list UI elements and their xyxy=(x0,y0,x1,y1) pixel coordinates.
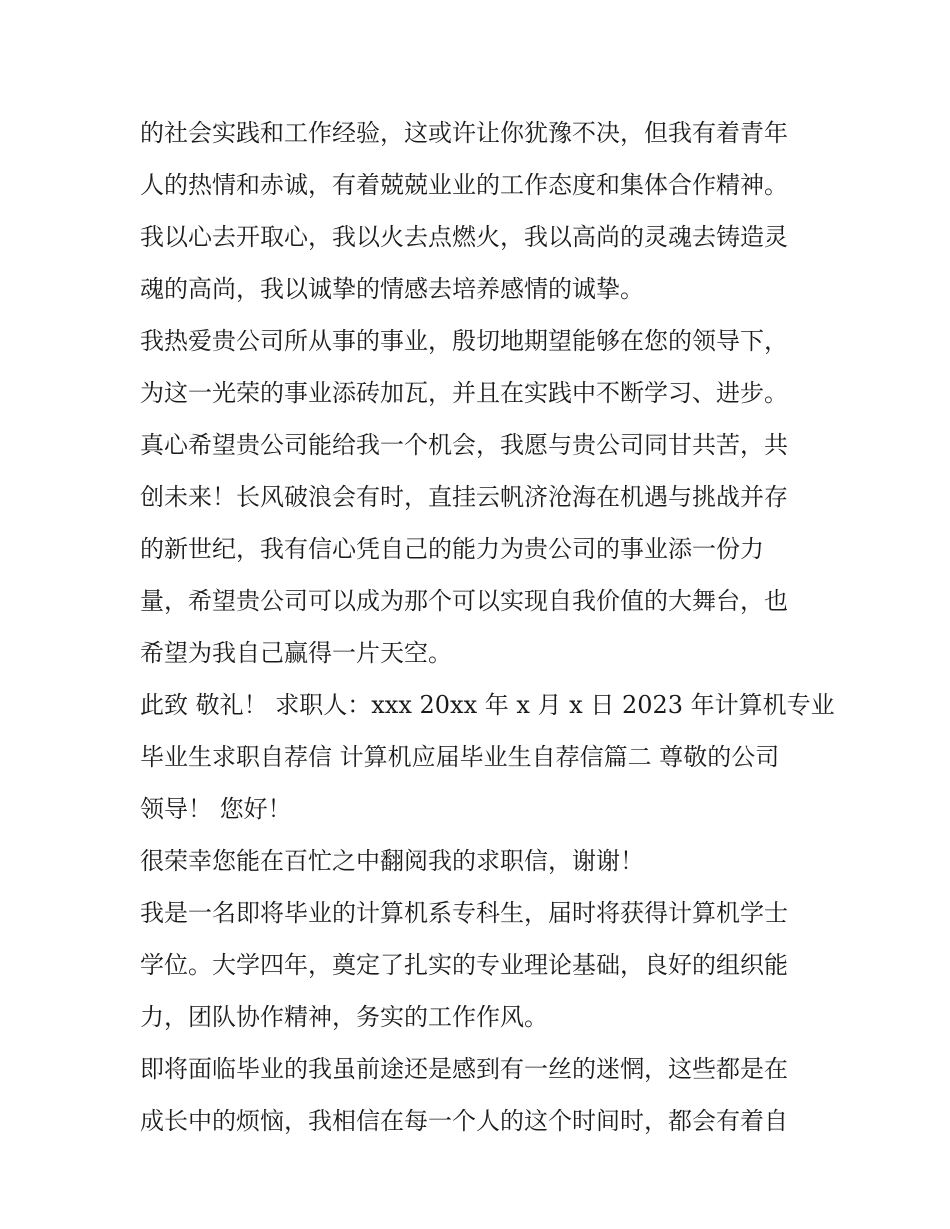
document-body xyxy=(140,107,835,1147)
text-line: 成长中的烦恼，我相信在每一个人的这个时间时，都会有着自 xyxy=(140,1107,788,1135)
text-line: 我是一名即将毕业的计算机系专科生，届时将获得计算机学士 xyxy=(140,899,788,927)
text-line: 很荣幸您能在百忙之中翻阅我的求职信，谢谢！ xyxy=(140,847,644,875)
text-line: 领导！ 您好！ xyxy=(140,795,292,823)
text-line: 的新世纪，我有信心凭自己的能力为贵公司的事业添一份力 xyxy=(140,535,764,563)
text-line: 为这一光荣的事业添砖加瓦，并且在实践中不断学习、进步。 xyxy=(140,379,788,407)
text-line: 我热爱贵公司所从事的事业，殷切地期望能够在您的领导下， xyxy=(140,327,788,355)
text-line: 真心希望贵公司能给我一个机会，我愿与贵公司同甘共苦，共 xyxy=(140,431,788,459)
text-line: 学位。大学四年，奠定了扎实的专业理论基础，良好的组织能 xyxy=(140,951,788,979)
text-line: 人的热情和赤诚，有着兢兢业业的工作态度和集体合作精神。 xyxy=(140,171,788,199)
text-line: 毕业生求职自荐信 计算机应届毕业生自荐信篇二 尊敬的公司 xyxy=(140,743,780,771)
text-line: 魂的高尚，我以诚挚的情感去培养感情的诚挚。 xyxy=(140,275,644,303)
text-line: 此致 敬礼！ 求职人：xxx 20xx 年 x 月 x 日 2023 年计算机专业 xyxy=(140,691,835,719)
text-line: 即将面临毕业的我虽前途还是感到有一丝的迷惘，这些都是在 xyxy=(140,1055,788,1083)
text-line: 的社会实践和工作经验，这或许让你犹豫不决，但我有着青年 xyxy=(140,119,788,147)
text-line: 力，团队协作精神，务实的工作作风。 xyxy=(140,1003,548,1031)
text-line: 希望为我自己赢得一片天空。 xyxy=(140,639,452,667)
text-line: 量，希望贵公司可以成为那个可以实现自我价值的大舞台，也 xyxy=(140,587,788,615)
text-line: 创未来！长风破浪会有时，直挂云帆济沧海在机遇与挑战并存 xyxy=(140,483,788,511)
text-line: 我以心去开取心，我以火去点燃火，我以高尚的灵魂去铸造灵 xyxy=(140,223,788,251)
